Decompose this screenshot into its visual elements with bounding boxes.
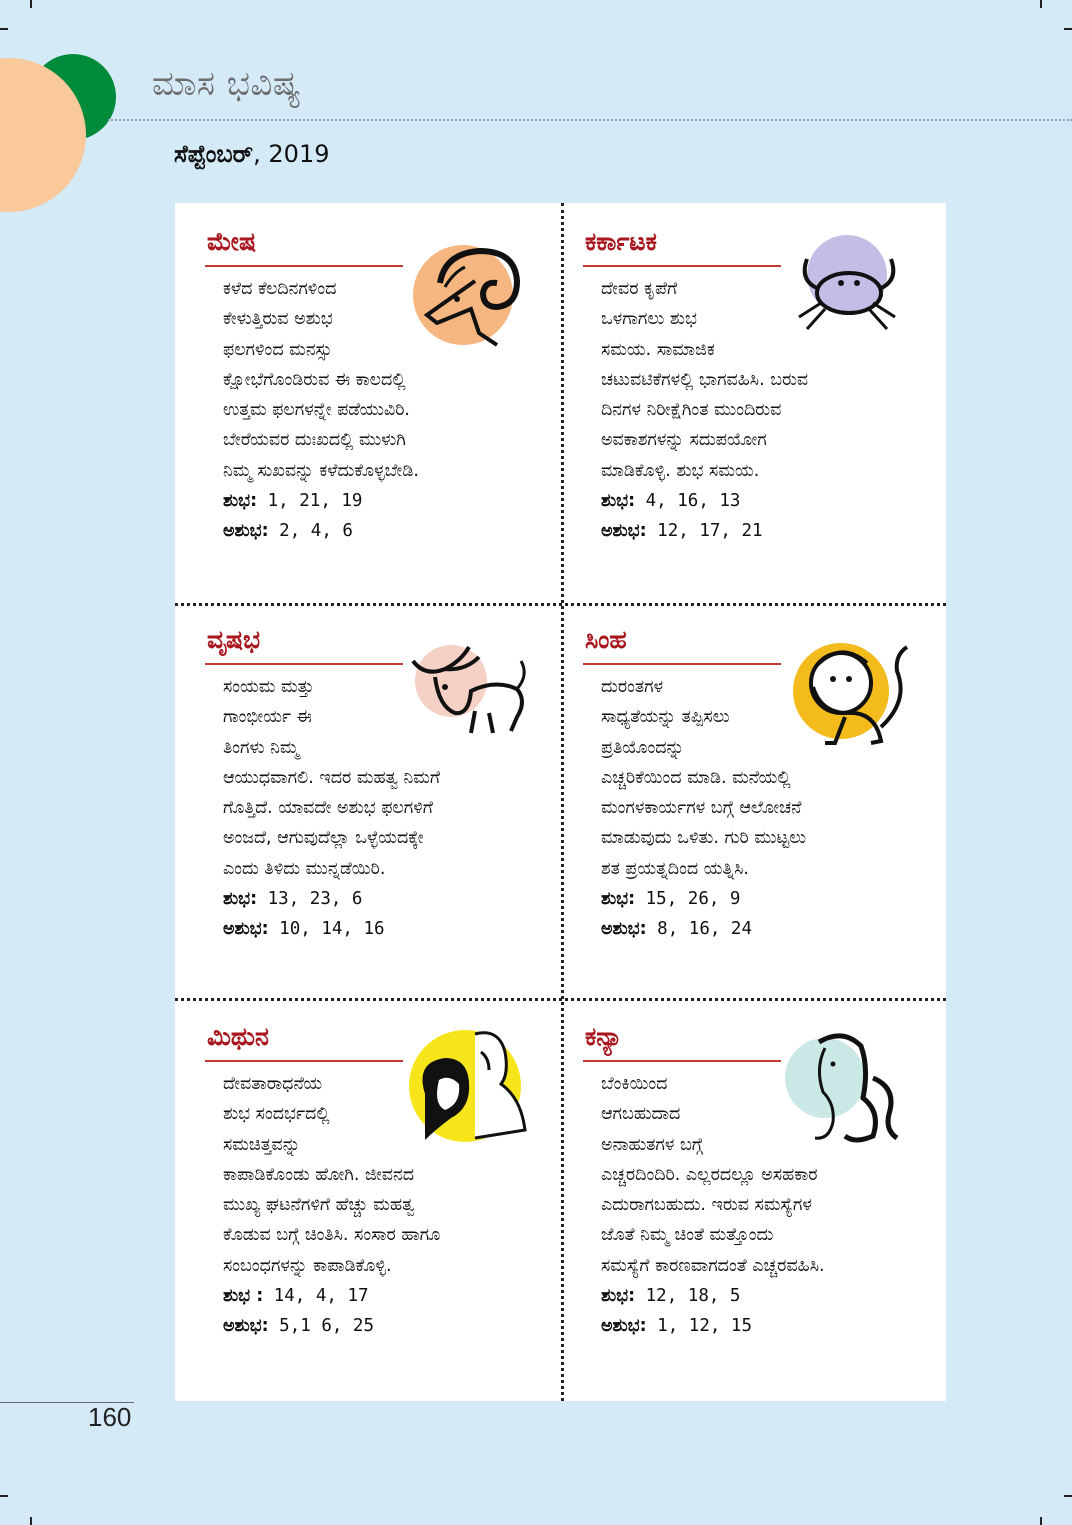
text-line: ಕಳೆದ ಕೆಲದಿನಗಳಿಂದ — [223, 279, 337, 299]
page-number: 160 — [88, 1402, 132, 1432]
text-line: ಬೆಂಕಿಯಿಂದ — [601, 1074, 668, 1094]
good-label: ಶುಭ: — [601, 491, 636, 512]
sign-name: ಮೇಷ — [207, 227, 256, 256]
text-line: ಶತ ಪ್ರಯತ್ನದಿಂದ ಯತ್ನಿಸಿ. — [601, 858, 749, 879]
text-line: ಮುಖ್ಯ ಘಟನೆಗಳಿಗೆ ಹೆಚ್ಚು ಮಹತ್ವ — [223, 1195, 415, 1216]
good-numbers — [601, 486, 921, 516]
text-line: ದೇವತಾರಾಧನೆಯ — [223, 1074, 323, 1094]
page-title: ಮಾಸ ಭವಿಷ್ಯ — [152, 64, 302, 104]
text-line: ಕ್ಷೋಭೆಗೊಂಡಿರುವ ಈ ಕಾಲದಲ್ಲಿ — [223, 369, 406, 390]
good-label: ಶುಭ: — [601, 1286, 636, 1307]
text-line: ಎಂದು ತಿಳಿದು ಮುನ್ನಡೆಯಿರಿ. — [223, 858, 386, 879]
text-line: ದಿನಗಳ ನಿರೀಕ್ಷೆಗಿಂತ ಮುಂದಿರುವ — [601, 400, 782, 421]
horoscope-panel — [175, 203, 946, 1401]
sign-card-simha — [563, 601, 948, 998]
good-numbers — [223, 884, 543, 914]
text-line: ಸಮಸ್ಯೆಗೆ ಕಾರಣವಾಗದಂತೆ ಎಚ್ಚರವಹಿಸಿ. — [601, 1255, 825, 1276]
text-line: ಸಂಯಮ ಮತ್ತು — [223, 677, 314, 697]
text-line: ಸಮಚಿತ್ತವನ್ನು — [223, 1134, 301, 1155]
bad-values: 5,1 6, 25 — [268, 1316, 374, 1337]
sign-description — [223, 1069, 543, 1342]
crop-mark — [30, 0, 32, 8]
good-values: 15, 26, 9 — [635, 889, 741, 910]
sign-card-karkataka — [563, 203, 948, 600]
bad-values: 10, 14, 16 — [268, 919, 385, 940]
sign-description — [601, 1069, 921, 1342]
text-line: ಸಮಯ. ಸಾಮಾಜಿಕ — [601, 339, 715, 360]
good-numbers — [223, 486, 543, 516]
good-numbers — [601, 1281, 921, 1311]
bad-values: 2, 4, 6 — [268, 521, 353, 542]
sign-card-mithuna — [175, 998, 560, 1395]
month-year: , 2019 — [253, 140, 330, 168]
sign-description — [223, 274, 543, 547]
text-line: ಮಂಗಳಕಾರ್ಯಗಳ ಬಗ್ಗೆ ಆಲೋಚನೆ — [601, 798, 802, 819]
text-line: ಮಾಡುವುದು ಒಳಿತು. ಗುರಿ ಮುಟ್ಟಲು — [601, 828, 807, 849]
text-line: ಶುಭ ಸಂದರ್ಭದಲ್ಲಿ — [223, 1104, 330, 1125]
text-line: ಗಾಂಭೀರ್ಯ ಈ — [223, 707, 312, 728]
text-line: ಗೊತ್ತಿದೆ. ಯಾವದೇ ಅಶುಭ ಫಲಗಳಿಗೆ — [223, 798, 433, 819]
sign-underline — [205, 663, 403, 665]
bad-numbers — [223, 914, 543, 944]
text-line: ಅಂಜದೆ, ಆಗುವುದೆಲ್ಲಾ ಒಳ್ಳೆಯದಕ್ಕೇ — [223, 828, 424, 849]
sign-description — [601, 274, 921, 547]
bad-values: 1, 12, 15 — [646, 1316, 752, 1337]
text-line: ಅವಕಾಶಗಳನ್ನು ಸದುಪಯೋಗ — [601, 430, 767, 451]
sign-underline — [205, 1060, 403, 1062]
bad-label: ಅಶುಭ: — [601, 521, 647, 542]
text-line: ದುರಂತಗಳ — [601, 677, 664, 697]
text-line: ಎಚ್ಚರದಿಂದಿರಿ. ಎಲ್ಲರದಲ್ಲೂ ಅಸಹಕಾರ — [601, 1164, 818, 1185]
crop-mark — [0, 1495, 8, 1497]
bad-numbers — [223, 1311, 543, 1341]
bad-label: ಅಶುಭ: — [223, 1316, 269, 1337]
sign-card-kanya — [563, 998, 948, 1395]
sign-underline — [583, 265, 781, 267]
text-line: ಮಾಡಿಕೊಳ್ಳಿ. ಶುಭ ಸಮಯ. — [601, 460, 760, 481]
good-values: 14, 4, 17 — [263, 1286, 369, 1307]
text-line: ನಿಮ್ಮ ಸುಖವನ್ನು ಕಳೆದುಕೊಳ್ಳಬೇಡಿ. — [223, 460, 419, 481]
text-line: ಅನಾಹುತಗಳ ಬಗ್ಗೆ — [601, 1134, 703, 1155]
sign-name: ಕರ್ಕಾಟಕ — [585, 227, 657, 256]
sign-underline — [583, 663, 781, 665]
bad-label: ಅಶುಭ: — [223, 919, 269, 940]
crop-mark — [1064, 28, 1072, 30]
good-values: 12, 18, 5 — [635, 1286, 741, 1307]
bad-numbers — [223, 516, 543, 546]
bad-values: 8, 16, 24 — [646, 919, 752, 940]
month-name: ಸೆಪ್ಟೆಂಬರ್ — [174, 140, 254, 168]
text-line: ಎಚ್ಚರಿಕೆಯಿಂದ ಮಾಡಿ. ಮನೆಯಲ್ಲಿ — [601, 767, 791, 788]
text-line: ಸಾಧ್ಯತೆಯನ್ನು ತಪ್ಪಿಸಲು — [601, 707, 730, 728]
text-line: ಫಲಗಳಿಂದ ಮನಸ್ಸು — [223, 339, 333, 360]
bad-label: ಅಶುಭ: — [223, 521, 269, 542]
sign-underline — [205, 265, 403, 267]
text-line: ಆಯುಧವಾಗಲಿ. ಇದರ ಮಹತ್ವ ನಿಮಗೆ — [223, 767, 441, 788]
text-line: ಆಗಬಹುದಾದ — [601, 1104, 681, 1125]
text-line: ಉತ್ತಮ ಫಲಗಳನ್ನೇ ಪಡೆಯುವಿರಿ. — [223, 400, 410, 421]
bad-numbers — [601, 1311, 921, 1341]
sign-name: ವೃಷಭ — [207, 625, 261, 654]
sign-name: ಸಿಂಹ — [585, 625, 627, 654]
crop-mark — [1064, 1495, 1072, 1497]
month-heading — [174, 140, 329, 168]
text-line: ಎದುರಾಗಬಹುದು. ಇರುವ ಸಮಸ್ಯೆಗಳ — [601, 1195, 812, 1216]
text-line: ದೇವರ ಕೃಪೆಗೆ — [601, 279, 678, 299]
header-dotted-rule — [108, 119, 1072, 121]
good-label: ಶುಭ: — [223, 889, 258, 910]
text-line: ಸಂಬಂಧಗಳನ್ನು ಕಾಪಾಡಿಕೊಳ್ಳಿ. — [223, 1255, 392, 1276]
sign-underline — [583, 1060, 781, 1062]
bad-numbers — [601, 516, 921, 546]
good-numbers — [223, 1281, 543, 1311]
good-label: ಶುಭ : — [223, 1286, 264, 1307]
text-line: ಕಾಪಾಡಿಕೊಂಡು ಹೋಗಿ. ಜೀವನದ — [223, 1164, 415, 1185]
text-line: ಬೇರೆಯವರ ದುಃಖದಲ್ಲಿ ಮುಳುಗಿ — [223, 430, 406, 451]
sign-name: ಕನ್ಯಾ — [585, 1022, 623, 1051]
sign-description — [601, 672, 921, 945]
text-line: ಜೊತೆ ನಿಮ್ಮ ಚಿಂತೆ ಮತ್ತೊಂದು — [601, 1225, 774, 1246]
text-line: ತಿಂಗಳು ನಿಮ್ಮ — [223, 737, 299, 758]
bad-label: ಅಶುಭ: — [601, 919, 647, 940]
crop-mark — [1040, 1517, 1042, 1525]
text-line: ಚಟುವಟಿಕೆಗಳಲ್ಲಿ ಭಾಗವಹಿಸಿ. ಬರುವ — [601, 369, 809, 390]
good-label: ಶುಭ: — [223, 491, 258, 512]
text-line: ಪ್ರತಿಯೊಂದನ್ನು — [601, 737, 685, 758]
sign-card-vrishabha — [175, 601, 560, 998]
text-line: ಒಳಗಾಗಲು ಶುಭ — [601, 309, 697, 330]
sign-name: ಮಿಥುನ — [207, 1022, 269, 1051]
bad-values: 12, 17, 21 — [646, 521, 763, 542]
bad-numbers — [601, 914, 921, 944]
sign-card-mesha — [175, 203, 560, 600]
bad-label: ಅಶುಭ: — [601, 1316, 647, 1337]
good-numbers — [601, 884, 921, 914]
good-label: ಶುಭ: — [601, 889, 636, 910]
good-values: 1, 21, 19 — [257, 491, 363, 512]
text-line: ಕೊಡುವ ಬಗ್ಗೆ ಚಿಂತಿಸಿ. ಸಂಸಾರ ಹಾಗೂ — [223, 1225, 441, 1246]
good-values: 13, 23, 6 — [257, 889, 363, 910]
sign-description — [223, 672, 543, 945]
crop-mark — [0, 28, 8, 30]
crop-mark — [30, 1517, 32, 1525]
crop-mark — [1040, 0, 1042, 8]
text-line: ಕೇಳುತ್ತಿರುವ ಅಶುಭ — [223, 309, 333, 330]
good-values: 4, 16, 13 — [635, 491, 741, 512]
